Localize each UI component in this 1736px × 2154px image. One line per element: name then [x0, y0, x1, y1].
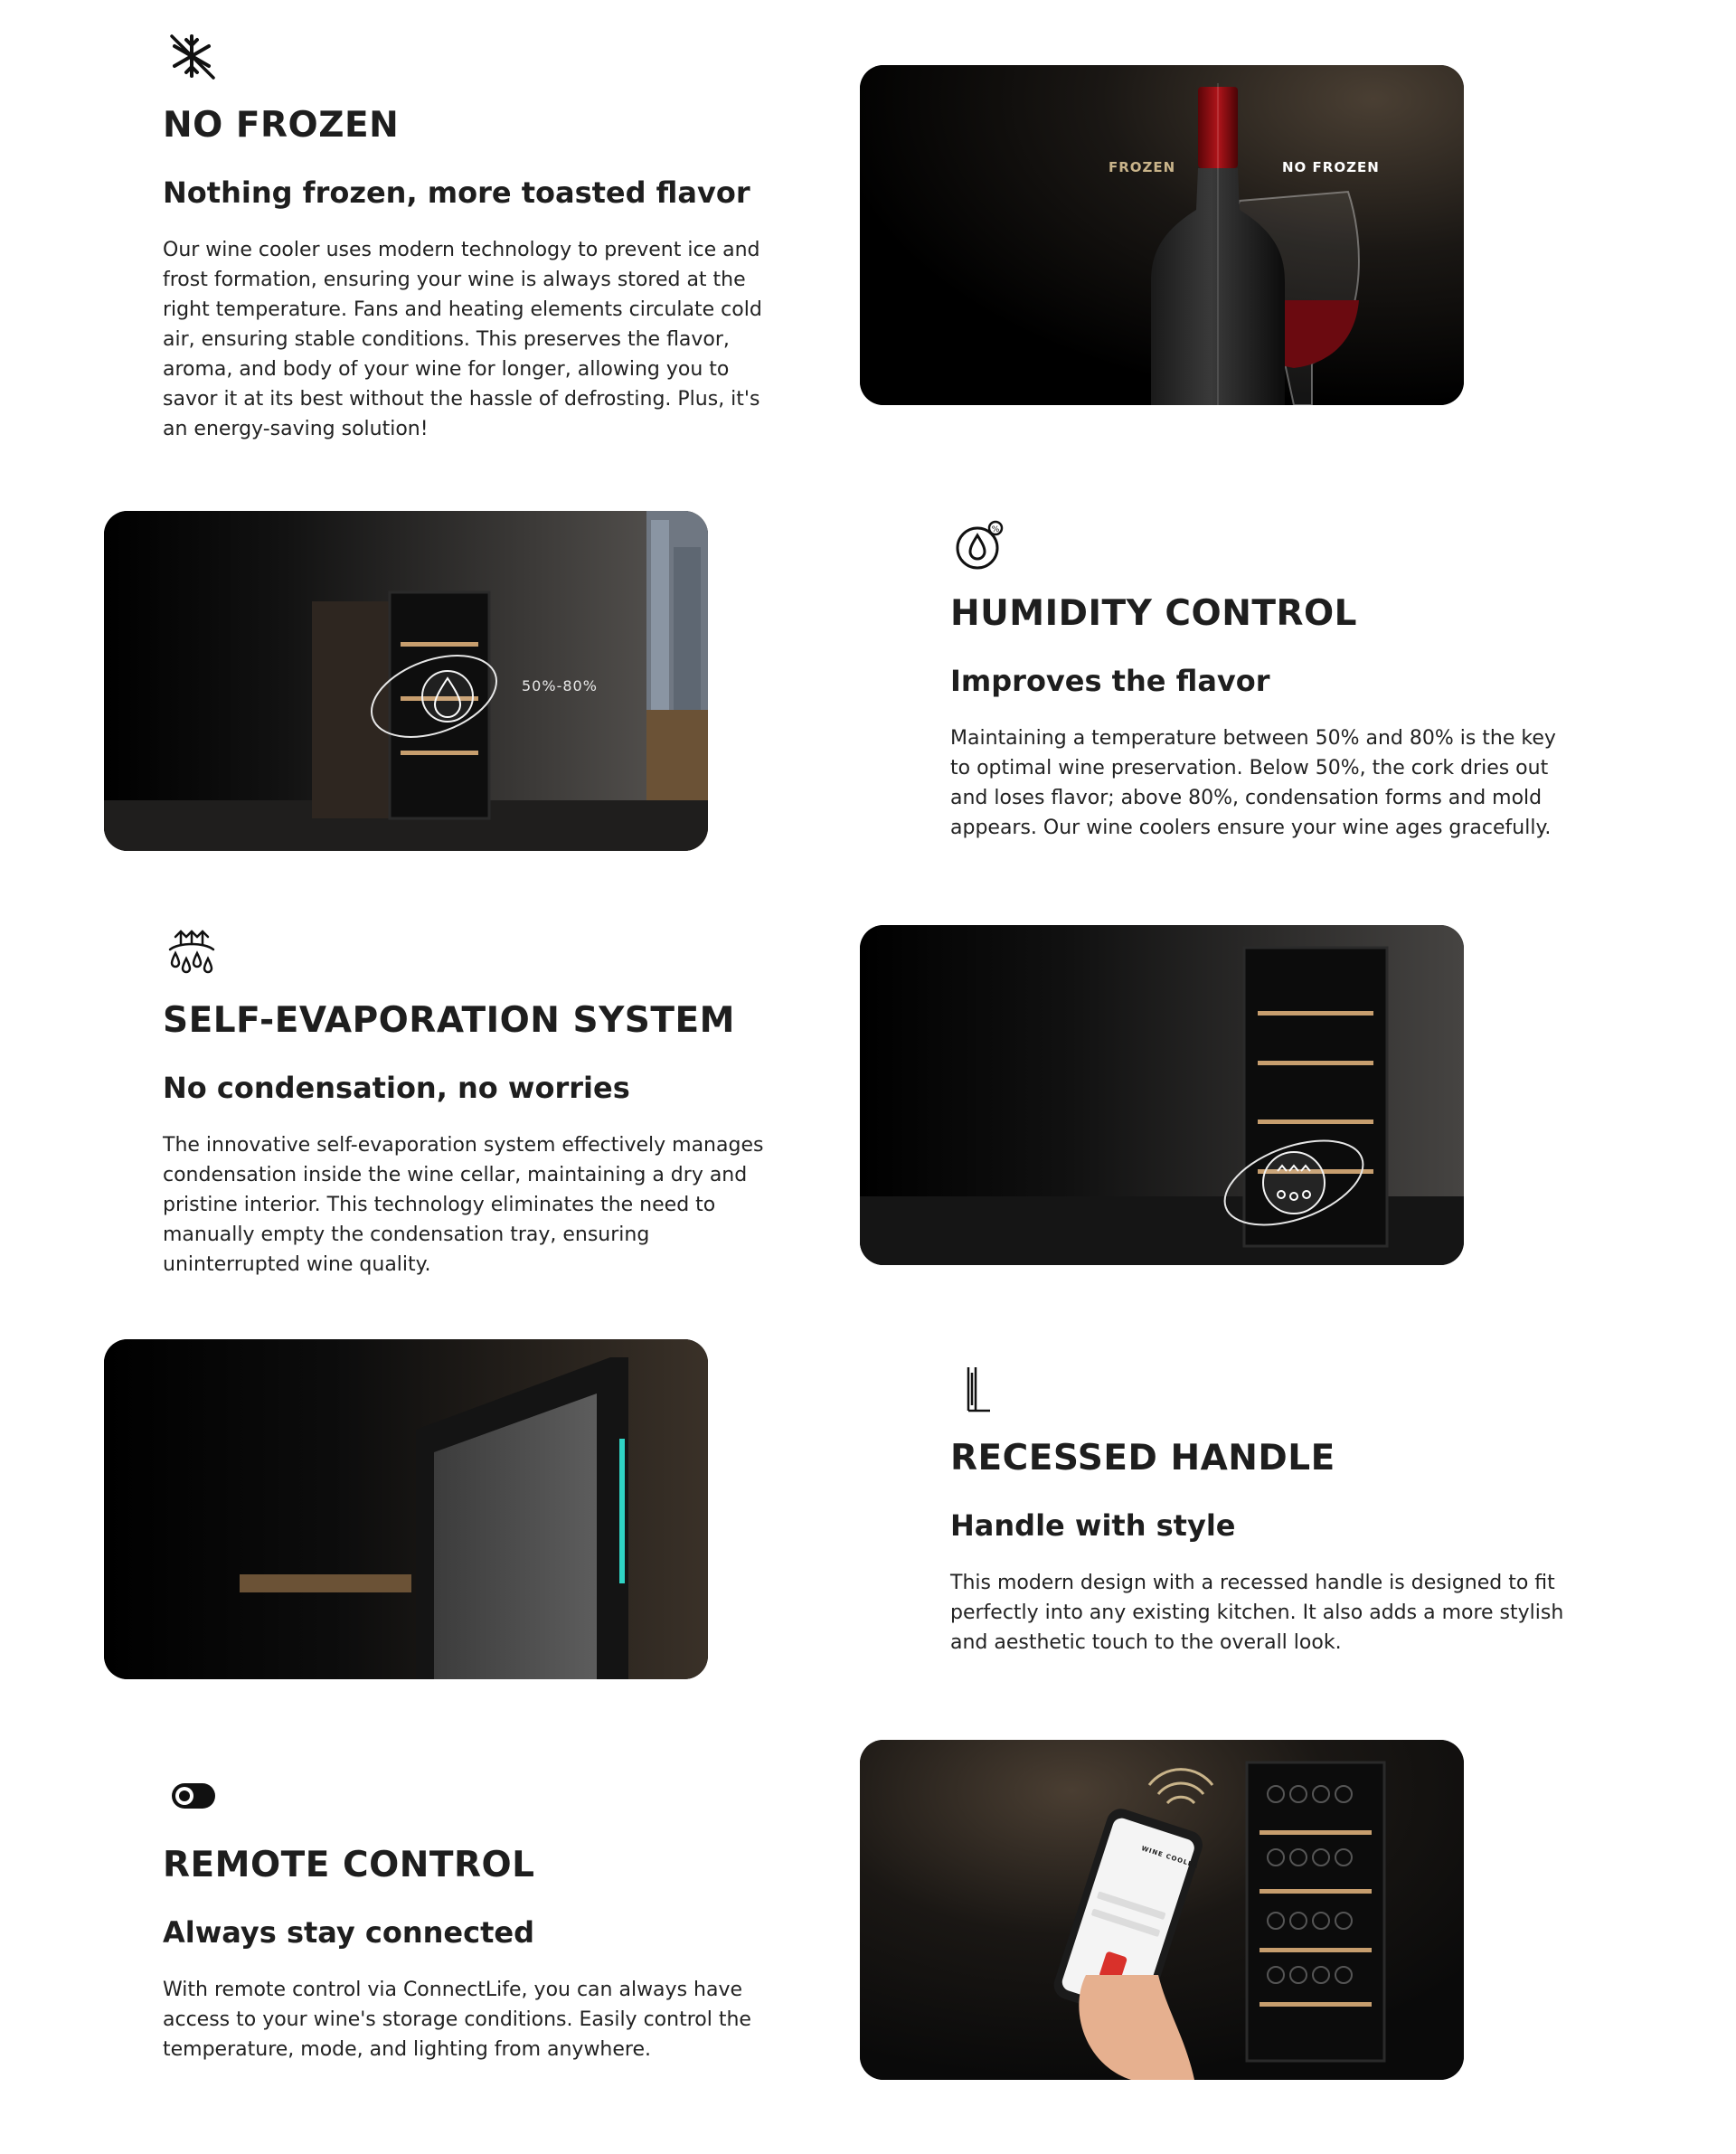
feature-title: HUMIDITY CONTROL	[950, 593, 1357, 634]
feature-description: Maintaining a temperature between 50% and 80% is the key to optimal wine preservation. Below 50%, the cork dries out and loses flavor; above 80%, condensation forms and mold appears. Our wine coolers ensure your wine ages gracefully.	[950, 726, 1556, 839]
feature-title: NO FROZEN	[163, 105, 400, 146]
feature-subtitle: Always stay connected	[163, 1914, 534, 1950]
feature-description: This modern design with a recessed handle is designed to fit perfectly into any existing kitchen. It also adds a more stylish and aesthetic touch to the overall look.	[950, 1571, 1564, 1654]
no-frozen-label: NO FROZEN	[1282, 159, 1380, 175]
humidity-range-label: 50%-80%	[522, 677, 598, 694]
feature-description: The innovative self-evaporation system effectively manages condensation inside the wine cellar, maintaining a dry and pristine interior. This technology eliminates the need to manually empty the condensation tray, ensuring uninterrupted wine quality.	[163, 1133, 764, 1276]
feature-no-frozen	[0, 0, 1736, 470]
evaporation-icon	[163, 922, 221, 980]
feature-subtitle: Handle with style	[950, 1507, 1236, 1543]
wine-cooler-door-image	[104, 1339, 708, 1679]
feature-self-evaporation	[0, 913, 1736, 1329]
feature-title: REMOTE CONTROL	[163, 1845, 535, 1885]
feature-subtitle: No condensation, no worries	[163, 1070, 630, 1105]
phone-app-wine-cooler-image	[860, 1740, 1464, 2080]
phone-app-title: WINE COOLER	[1140, 1844, 1200, 1871]
feature-description: Our wine cooler uses modern technology to prevent ice and frost formation, ensuring your wine is always stored at the right temperature. Fans and heating elements circulate cold air, ensuring stable conditions. This preserves the flavor, aroma, and body of your wine for longer, allowing you to savor it at its best without the hassle of defrosting. Plus, it's an energy-saving solution!	[163, 238, 762, 440]
wine-bottle-glass-image	[860, 65, 1464, 405]
svg-text:%: %	[991, 525, 1000, 534]
recessed-handle-icon	[950, 1360, 1008, 1418]
feature-subtitle: Nothing frozen, more toasted flavor	[163, 175, 750, 210]
humidity-drop-icon	[950, 515, 1008, 573]
feature-remote-control	[0, 1727, 1736, 2154]
feature-text	[163, 922, 778, 1280]
feature-description: With remote control via ConnectLife, you can always have access to your wine's storage conditions. Easily control the temperature, mode, and lighting from anywhere.	[163, 1978, 751, 2061]
feature-humidity-control	[0, 488, 1736, 904]
feature-subtitle: Improves the flavor	[950, 663, 1270, 698]
frozen-label: FROZEN	[1109, 159, 1176, 175]
snowflake-crossed-icon	[163, 27, 221, 85]
feature-text	[950, 515, 1565, 843]
feature-text	[950, 1360, 1565, 1658]
feature-title: RECESSED HANDLE	[950, 1438, 1335, 1479]
feature-text	[163, 1767, 778, 2064]
feature-title: SELF-EVAPORATION SYSTEM	[163, 1000, 735, 1041]
feature-text	[163, 27, 778, 444]
wine-cooler-evaporation-image	[860, 925, 1464, 1265]
feature-recessed-handle	[0, 1329, 1736, 1709]
wine-cooler-kitchen-image	[104, 511, 708, 851]
remote-toggle-icon	[163, 1767, 221, 1825]
